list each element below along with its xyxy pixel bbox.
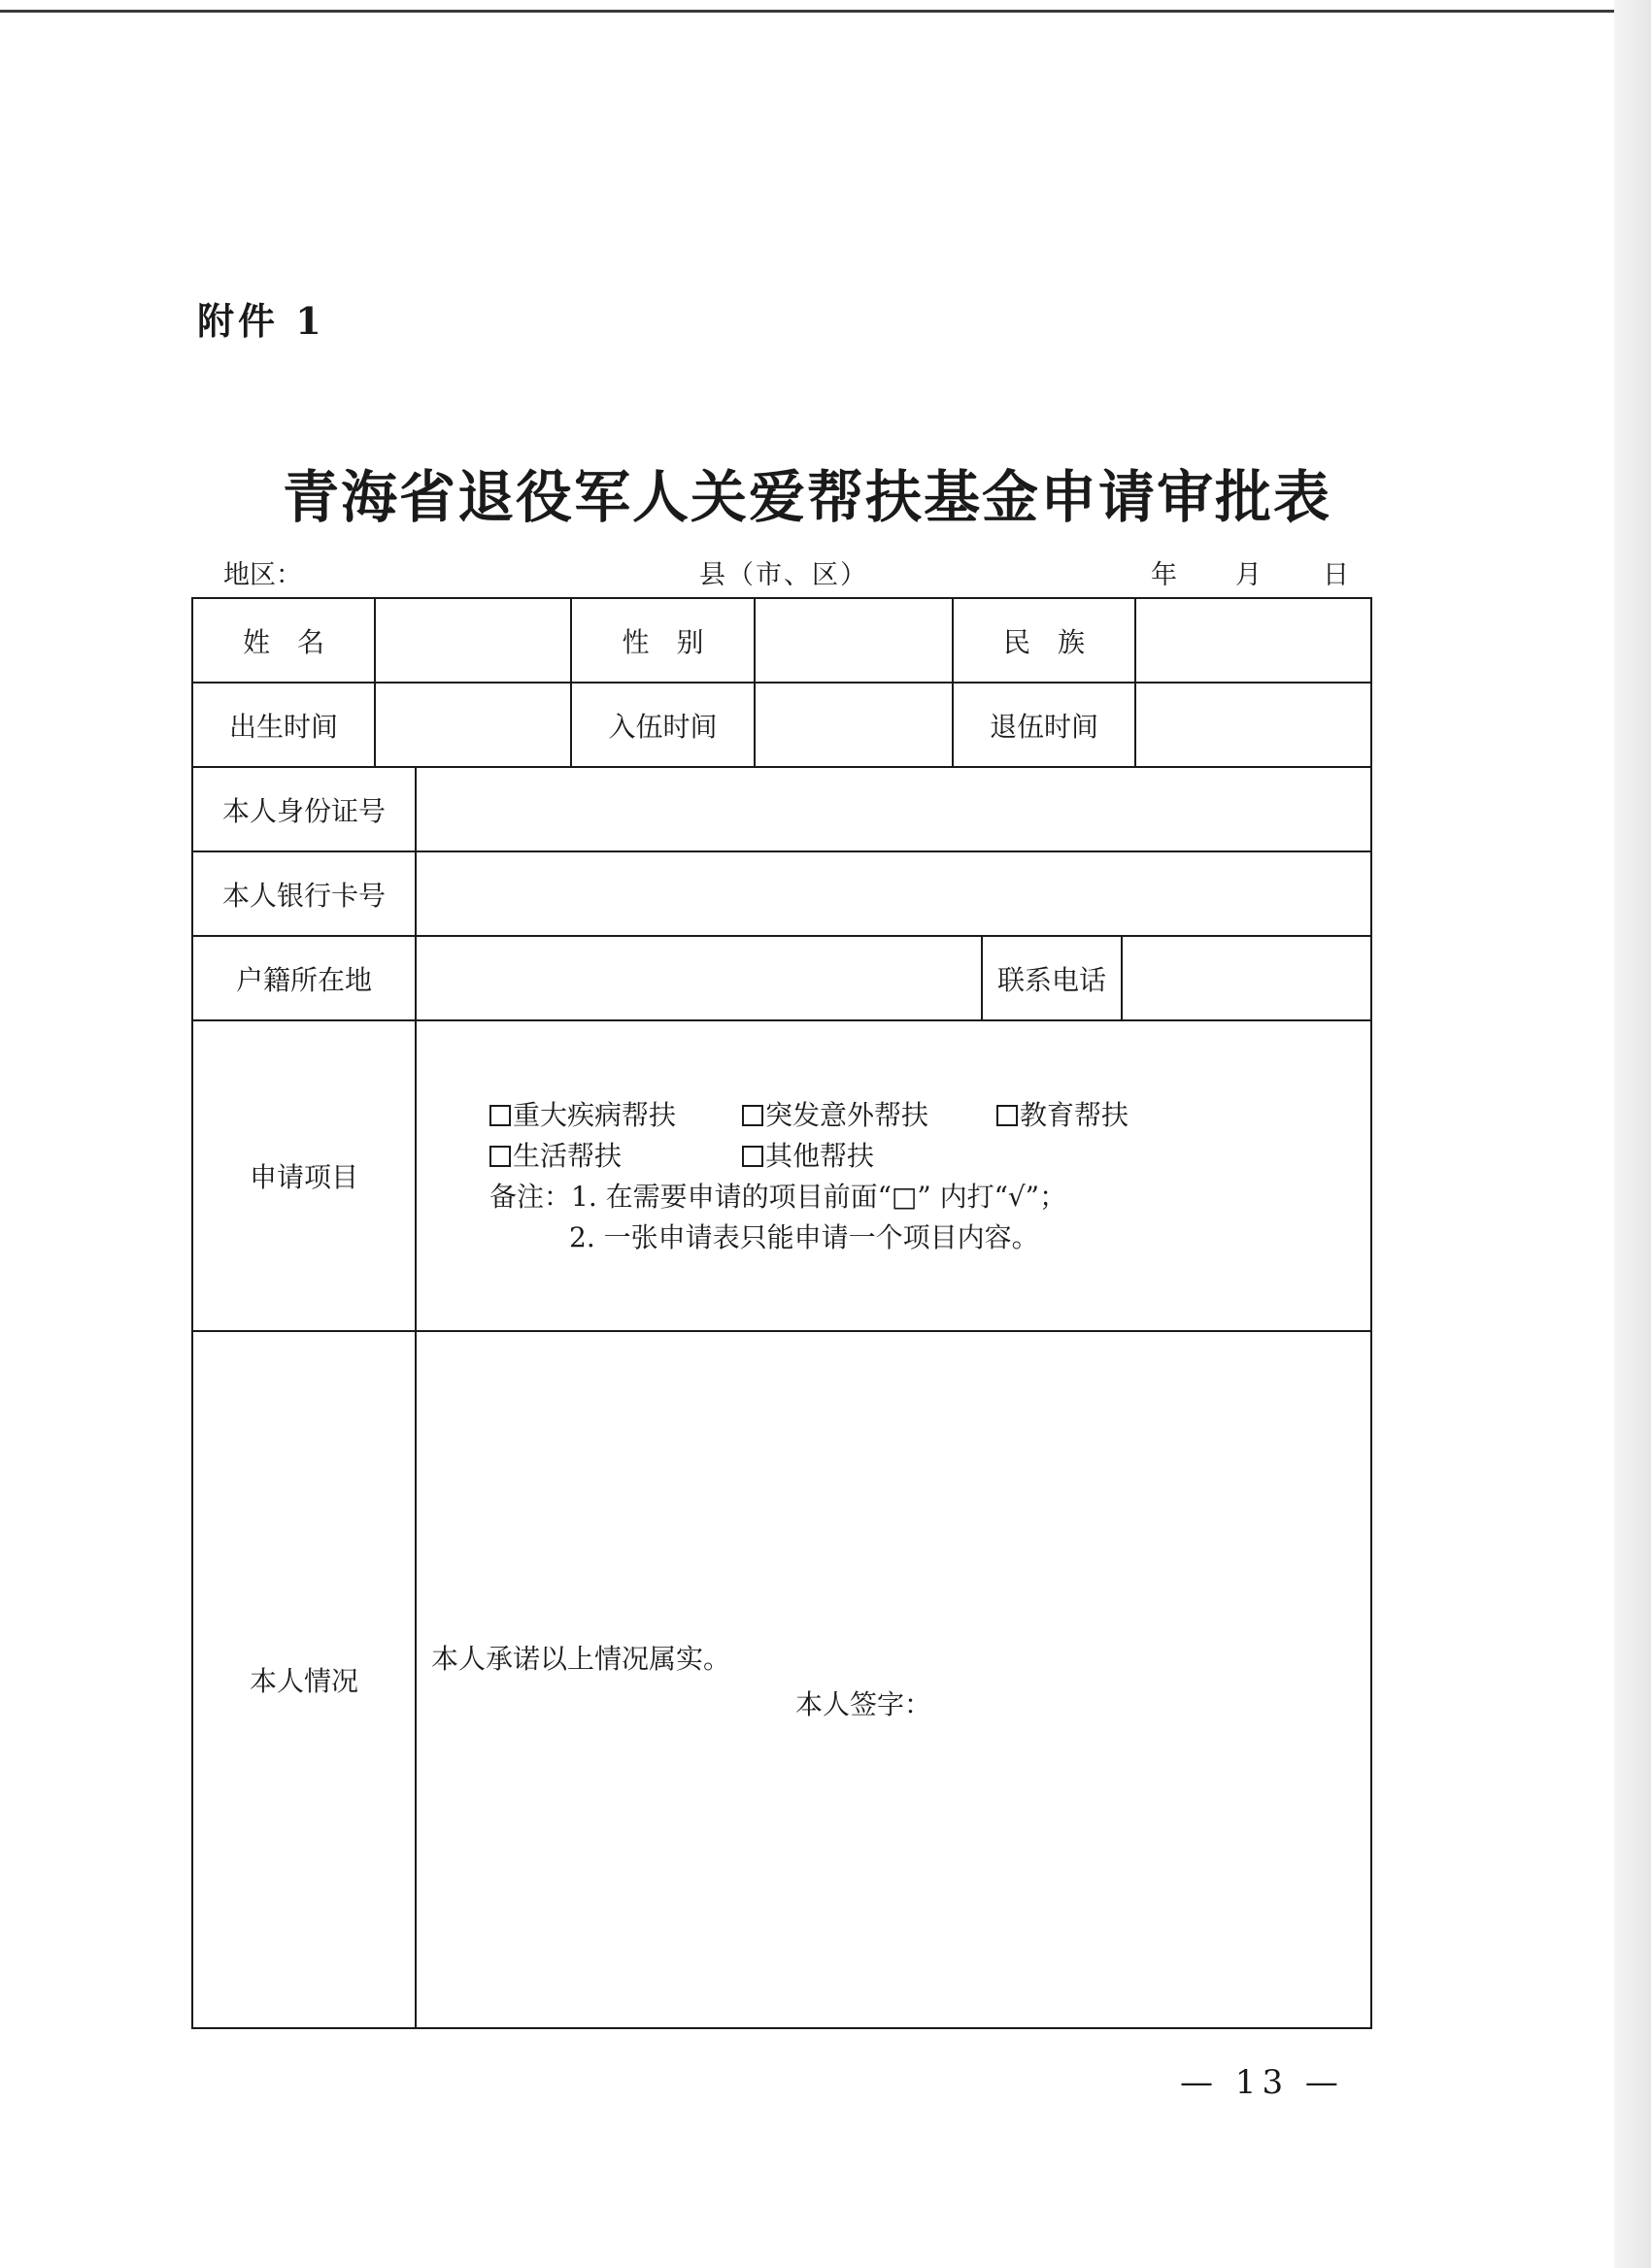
checkbox-major-illness[interactable]: [489, 1105, 511, 1126]
discharge-field[interactable]: [1136, 684, 1370, 766]
county-label: 县（市、区）: [699, 560, 868, 590]
row-id-number: [193, 768, 1370, 852]
situation-label: 本人情况: [193, 1332, 417, 2027]
option-living[interactable]: 生活帮扶: [489, 1135, 622, 1174]
page-number: — 13 —: [1180, 2063, 1344, 2102]
birth-label: 出生时间: [193, 684, 376, 766]
phone-field[interactable]: [1123, 937, 1370, 1019]
option-major-illness[interactable]: 重大疾病帮扶: [489, 1094, 676, 1133]
enlist-label: 入伍时间: [572, 684, 756, 766]
apply-label: 申请项目: [193, 1021, 417, 1330]
residence-field[interactable]: [417, 937, 983, 1019]
situation-field[interactable]: [417, 1332, 1370, 2027]
gender-label: 性 别: [572, 599, 756, 682]
row-application-items: [193, 1021, 1370, 1332]
row-bank-card: [193, 852, 1370, 937]
ethnicity-label: 民 族: [954, 599, 1136, 682]
row-personal-situation: [193, 1332, 1370, 2027]
name-label: 姓 名: [193, 599, 376, 682]
scan-right-edge: [1614, 0, 1651, 2268]
region-label: 地区：: [223, 560, 302, 590]
checkbox-education[interactable]: [996, 1105, 1018, 1126]
option-accident[interactable]: 突发意外帮扶: [742, 1094, 928, 1133]
note-line-1: 备注：1. 在需要申请的项目前面“□” 内打“√”；: [489, 1181, 1067, 1213]
option-other[interactable]: 其他帮扶: [742, 1135, 874, 1174]
year-label: 年: [1151, 560, 1177, 590]
day-label: 日: [1323, 560, 1349, 590]
signature-label: 本人签字：: [795, 1688, 932, 1720]
id-field[interactable]: [417, 768, 1370, 850]
apply-options: [489, 1021, 1364, 1330]
row-service-dates: [193, 684, 1370, 768]
id-label: 本人身份证号: [193, 768, 417, 850]
checkbox-accident[interactable]: [742, 1105, 763, 1126]
birth-field[interactable]: [376, 684, 572, 766]
form-title: 青海省退役军人关爱帮扶基金申请审批表: [282, 464, 1331, 530]
promise-text: 本人承诺以上情况属实。: [431, 1643, 731, 1675]
note-line-2: 2. 一张申请表只能申请一个项目内容。: [569, 1221, 1039, 1253]
residence-label: 户籍所在地: [193, 937, 417, 1019]
scan-top-edge: [0, 10, 1614, 13]
row-basic-info: [193, 599, 1370, 684]
month-label: 月: [1235, 560, 1262, 590]
ethnicity-field[interactable]: [1136, 599, 1370, 682]
option-education[interactable]: 教育帮扶: [996, 1094, 1129, 1133]
phone-label: 联系电话: [983, 937, 1123, 1019]
enlist-field[interactable]: [756, 684, 954, 766]
gender-field[interactable]: [756, 599, 954, 682]
discharge-label: 退伍时间: [954, 684, 1136, 766]
name-field[interactable]: [376, 599, 572, 682]
bank-field[interactable]: [417, 852, 1370, 935]
attachment-label: 附件 1: [197, 299, 325, 343]
checkbox-other[interactable]: [742, 1146, 763, 1167]
checkbox-living[interactable]: [489, 1146, 511, 1167]
row-residence-phone: [193, 937, 1370, 1021]
bank-label: 本人银行卡号: [193, 852, 417, 935]
application-form-table: [191, 597, 1372, 2029]
